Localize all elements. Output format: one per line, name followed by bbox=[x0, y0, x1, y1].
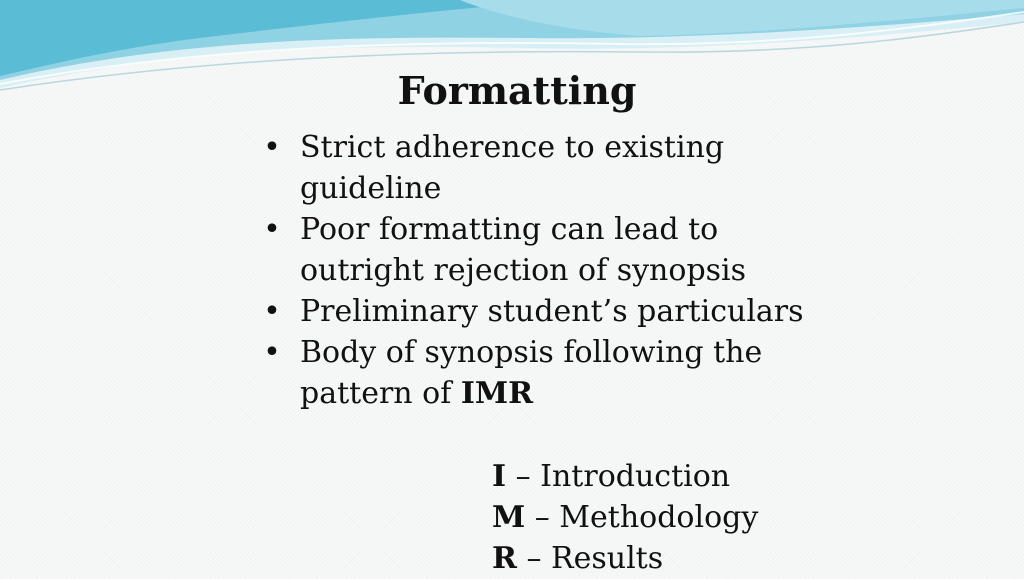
bullet-item bbox=[262, 127, 822, 209]
bullet-text: Preliminary student’s particulars bbox=[300, 294, 804, 329]
bullet-text: Body of synopsis following the pattern of bbox=[300, 335, 763, 411]
imr-separator: – bbox=[506, 459, 541, 494]
imr-label: Introduction bbox=[540, 459, 731, 494]
imr-letter: R bbox=[492, 541, 517, 576]
bullet-dot-icon: • bbox=[263, 130, 281, 165]
imr-item-introduction bbox=[492, 456, 758, 497]
bullet-list bbox=[262, 127, 822, 414]
bullet-text: Strict adherence to existing guideline bbox=[300, 130, 725, 206]
imr-list bbox=[492, 456, 758, 579]
imr-label: Results bbox=[551, 541, 664, 576]
bullet-item bbox=[262, 332, 822, 414]
bullet-text: Poor formatting can lead to outright rejection of synopsis bbox=[300, 212, 747, 288]
bullet-dot-icon: • bbox=[263, 212, 281, 247]
bullet-dot-icon: • bbox=[263, 335, 281, 370]
bullet-dot-icon: • bbox=[263, 294, 281, 329]
imr-letter: M bbox=[492, 500, 526, 535]
imr-separator: – bbox=[516, 541, 552, 576]
imr-letter: I bbox=[492, 459, 507, 494]
slide-title: Formatting bbox=[397, 68, 637, 113]
bullet-item bbox=[262, 209, 822, 291]
imr-item-methodology bbox=[492, 497, 758, 538]
imr-label: Methodology bbox=[559, 500, 759, 535]
imr-item-results bbox=[492, 538, 758, 579]
imr-acronym: IMR bbox=[460, 376, 534, 411]
imr-separator: – bbox=[525, 500, 560, 535]
bullet-item bbox=[262, 291, 822, 332]
